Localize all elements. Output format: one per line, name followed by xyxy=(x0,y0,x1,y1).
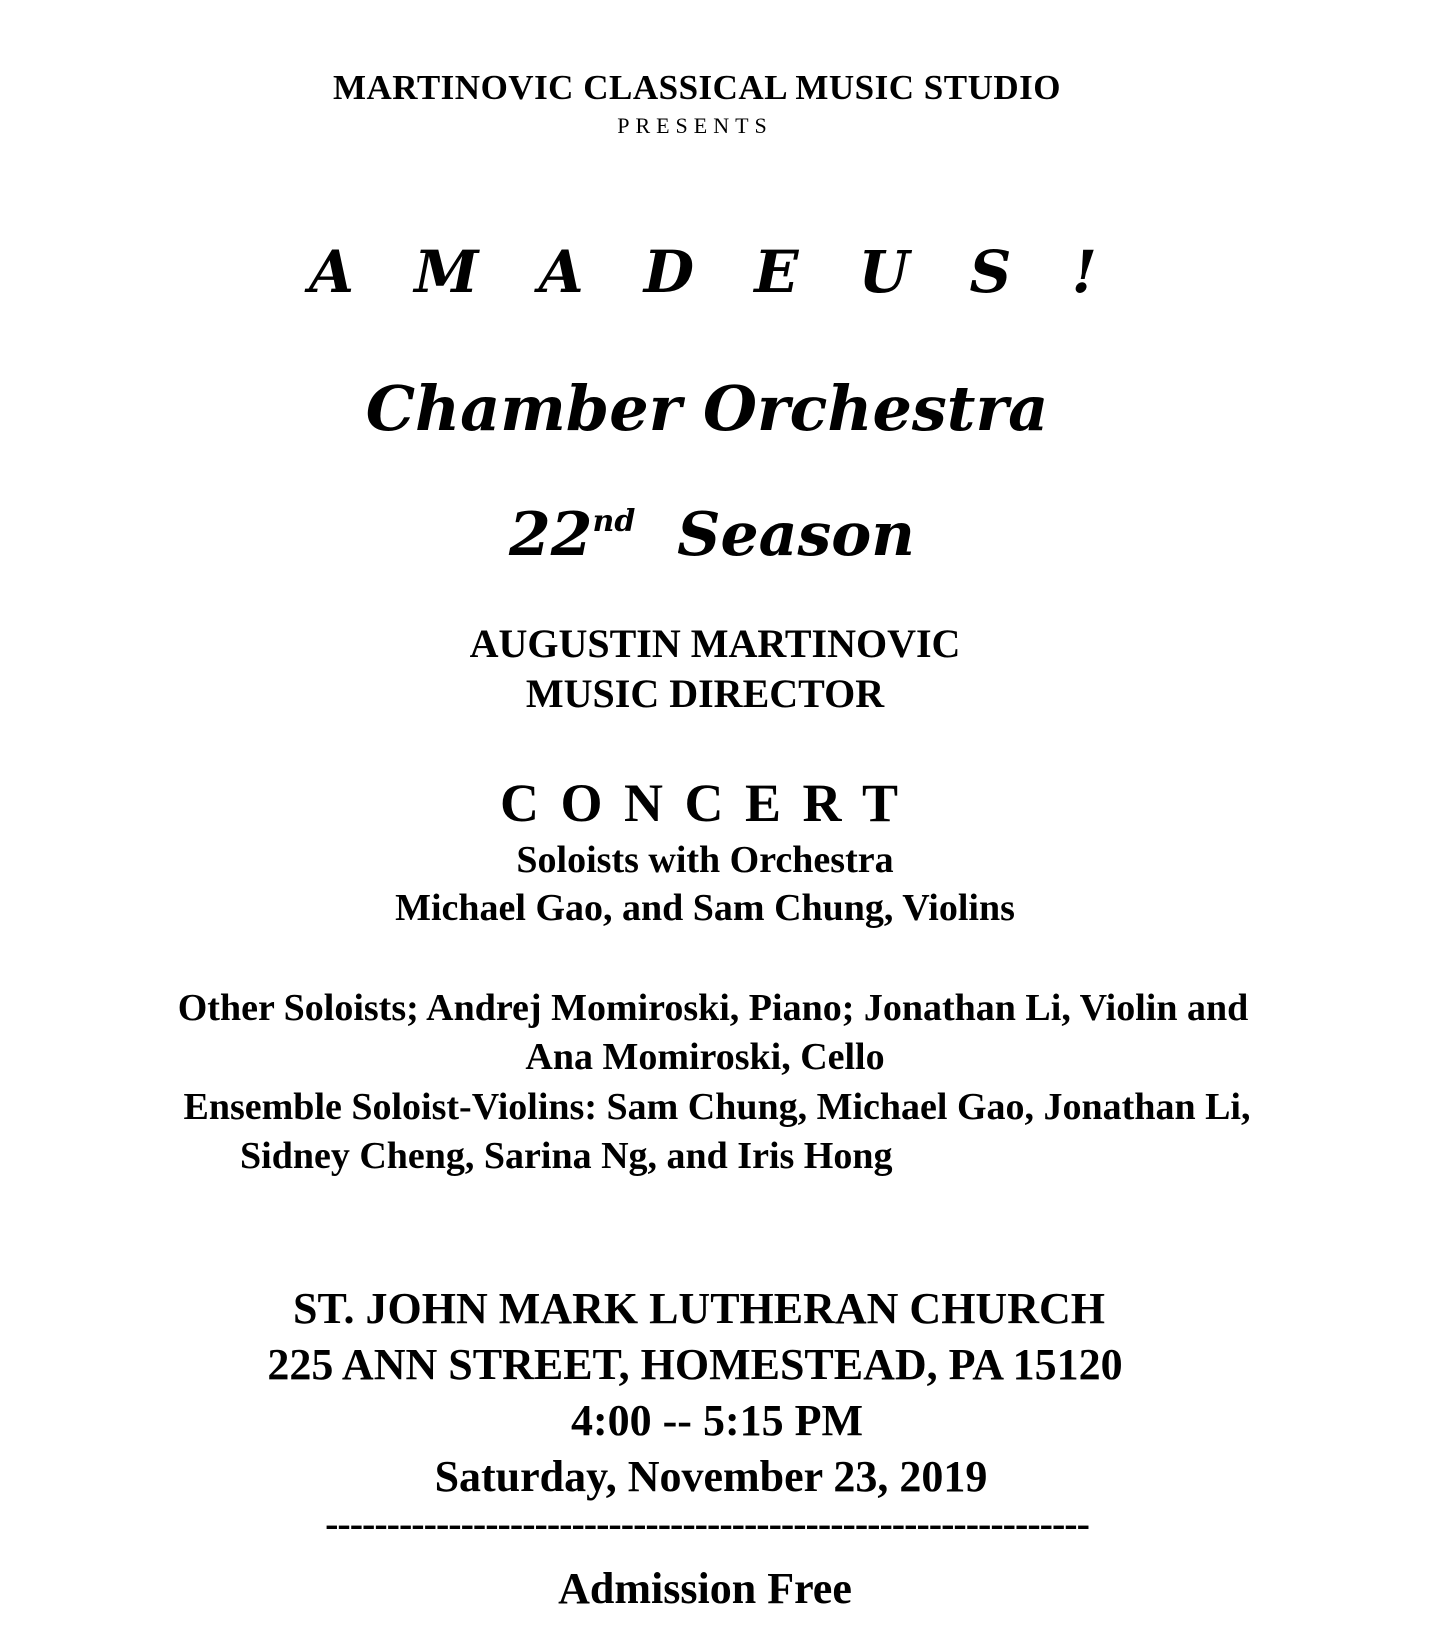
concert-subtitle: Soloists with Orchestra xyxy=(516,839,894,881)
presents-label: PRESENTS xyxy=(617,113,773,138)
venue-name: ST. JOHN MARK LUTHERAN CHURCH xyxy=(292,1284,1105,1333)
season-number: 22 xyxy=(509,500,593,570)
amadeus-title: A M A D E U S ! xyxy=(309,238,1117,306)
venue-address: 225 ANN STREET, HOMESTEAD, PA 15120 xyxy=(267,1340,1123,1389)
season-word: Season xyxy=(677,500,915,570)
ensemble-soloists-line1: Ensemble Soloist-Violins: Sam Chung, Michael Gao, Jonathan Li, xyxy=(183,1086,1251,1128)
other-soloists-line2: Ana Momiroski, Cello xyxy=(525,1036,885,1078)
ensemble-soloists-line2: Sidney Cheng, Sarina Ng, and Iris Hong xyxy=(240,1135,893,1177)
concert-heading: C O N C E R T xyxy=(499,773,903,833)
director-name: AUGUSTIN MARTINOVIC xyxy=(469,621,961,666)
event-date: Saturday, November 23, 2019 xyxy=(434,1452,988,1501)
divider-line: -------------------------------------------------------------- xyxy=(325,1501,1089,1546)
event-time: 4:00 -- 5:15 PM xyxy=(570,1396,863,1445)
other-soloists-line1: Other Soloists; Andrej Momiroski, Piano; Jonathan Li, Violin and xyxy=(177,987,1249,1029)
featured-soloists: Michael Gao, and Sam Chung, Violins xyxy=(395,887,1015,929)
admission-note: Admission Free xyxy=(558,1564,852,1613)
director-role: MUSIC DIRECTOR xyxy=(525,671,885,716)
studio-name: MARTINOVIC CLASSICAL MUSIC STUDIO xyxy=(332,68,1062,107)
orchestra-title: Chamber Orchestra xyxy=(365,372,1049,445)
season-title xyxy=(0,500,1429,570)
season-suffix: nd xyxy=(592,504,636,539)
